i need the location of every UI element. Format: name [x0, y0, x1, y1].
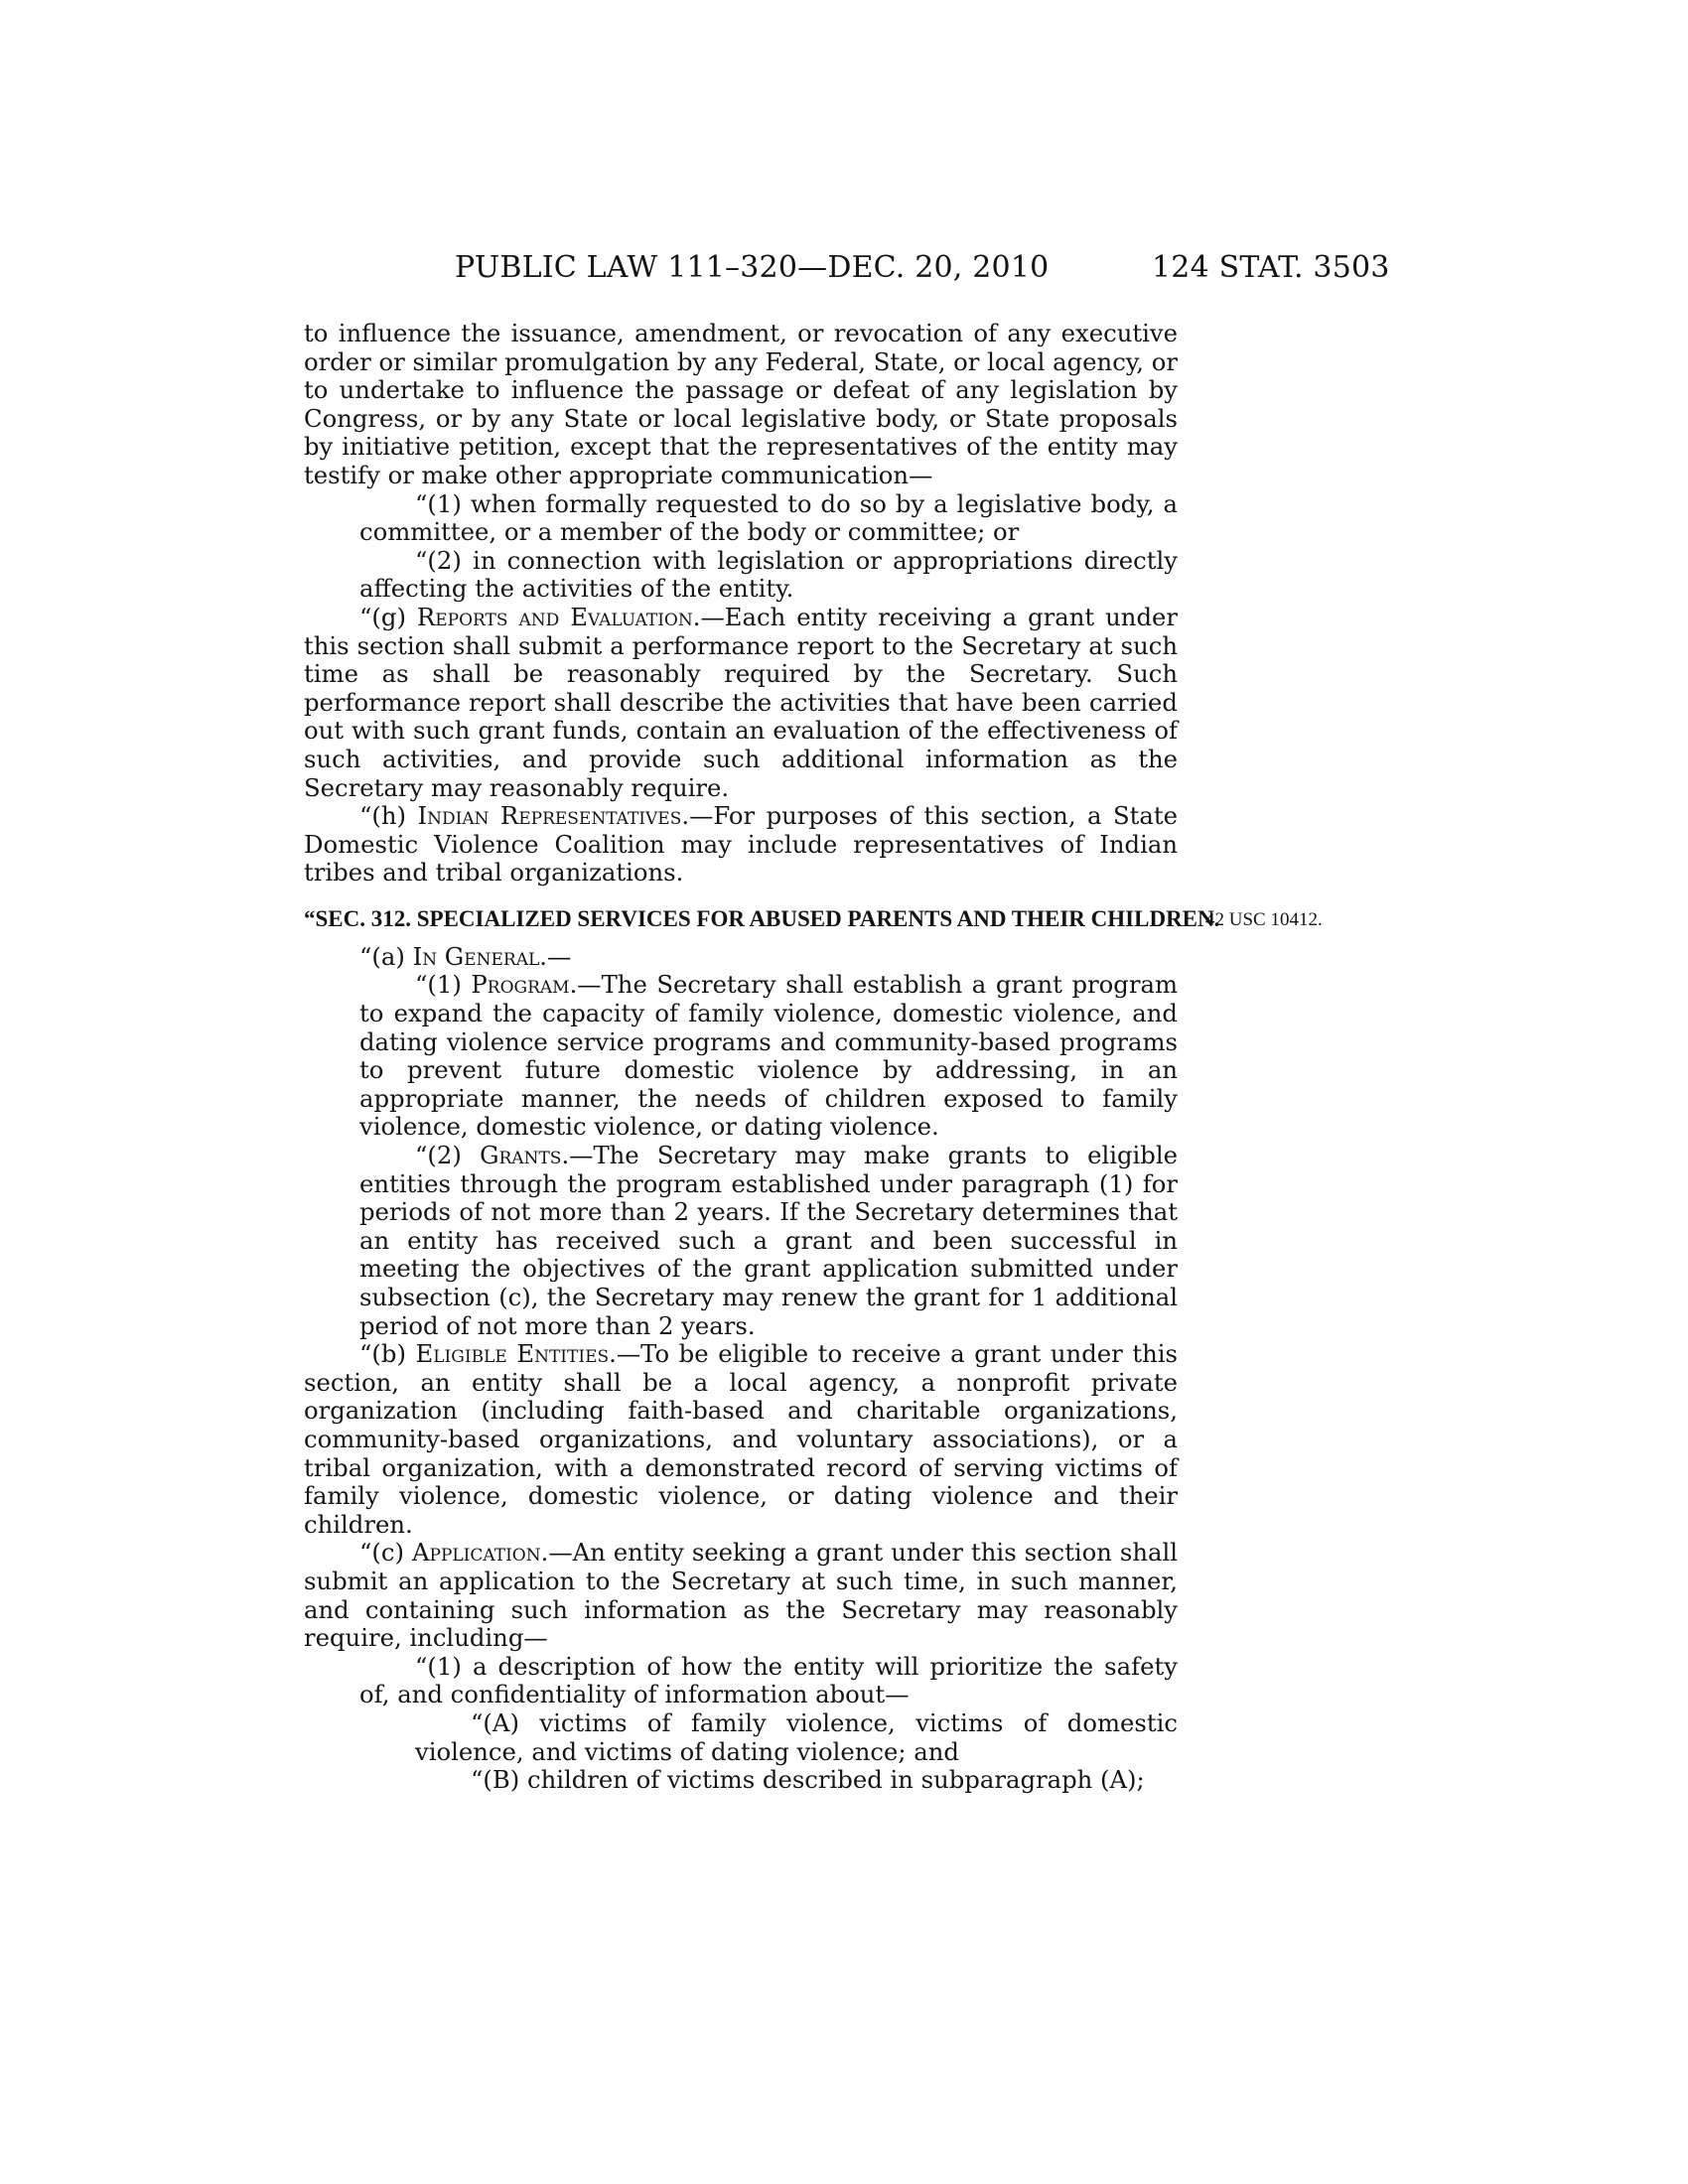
subsection-g-heading: Reports and Evaluation — [416, 602, 693, 631]
subsection-g-label: “(g) — [359, 602, 417, 631]
subsection-a-dash: .— — [539, 941, 572, 971]
section-heading: “SEC. 312. SPECIALIZED SERVICES FOR ABUSED PARENTS AND THEIR CHILDREN. — [304, 905, 1220, 931]
paragraph-c1: “(1) a description of how the entity will prioritize the safety of, and confidentiality of information about— — [359, 1651, 1178, 1709]
paragraph-a2-label: “(2) — [415, 1141, 481, 1170]
subsection-c-heading: Application — [411, 1538, 541, 1568]
subsection-b — [304, 1340, 1178, 1539]
subparagraph-cA: “(A) victims of family violence, victims of domestic violence, and victims of dating violence; and — [415, 1707, 1178, 1766]
subsection-h-text: .—For purposes of this section, a State Domestic Violence Coalition may include representatives of Indian tribes and tribal organizations. — [304, 801, 1178, 887]
paragraph-a2 — [359, 1142, 1178, 1340]
paragraph-a1-heading: Program — [471, 970, 570, 1000]
paragraph-a1-text: .—The Secretary shall establish a grant program to expand the capacity of family violence, domestic violence, and dating violence service programs and community-based programs to prevent future domestic violence by addressing, in an appropriate manner, the needs of children exposed to family violence, domestic violence, or dating violence. — [359, 970, 1178, 1142]
subsection-b-label: “(b) — [359, 1339, 416, 1369]
paragraph-intro: to influence the issuance, amendment, or revocation of any executive order or similar promulgation by any Federal, State, or local agency, or to undertake to influence the passage or defeat of any legislation by Congress, or by any State or local legislative body, or State proposals by initiative petition, except that the representatives of the entity may testify or make other appropriate communication— — [304, 319, 1178, 489]
subsection-c-label: “(c) — [359, 1538, 412, 1568]
paragraph-f1-text: “(1) when formally requested to do so by a legislative body, a committee, or a member of the body or committee; or — [359, 488, 1178, 547]
running-header — [0, 248, 1688, 288]
subsection-h — [304, 802, 1178, 887]
subsection-h-label: “(h) — [359, 801, 418, 831]
paragraph-a1-label: “(1) — [415, 970, 472, 1000]
paragraph-f1 — [359, 490, 1178, 547]
subsection-b-text: .—To be eligible to receive a grant under this section, an entity shall be a local agency, a nonprofit private organization (including faith-based and charitable organizations, community-based organizations, and voluntary associations), or a tribal organization, with a demonstrated record of serving victims of family violence, domestic violence, or dating violence and their children. — [304, 1339, 1178, 1539]
public-law-title: PUBLIC LAW 111–320—DEC. 20, 2010 — [455, 250, 1050, 285]
paragraph-a2-heading: Grants — [480, 1141, 562, 1170]
subsection-a-label: “(a) — [359, 941, 413, 971]
subparagraph-cB: “(B) children of victims described in subparagraph (A); — [471, 1765, 1145, 1795]
subsection-c-text: .—An entity seeking a grant under this section shall submit an application to the Secretary at such time, in such manner, and containing such information as the Secretary may reasonably require, including— — [304, 1538, 1178, 1653]
subsection-a-heading: In General — [412, 941, 540, 971]
subsection-c — [304, 1539, 1178, 1652]
subsection-g-text: .—Each entity receiving a grant under this section shall submit a performance report to the Secretary at such time as shall be reasonably required by the Secretary. Such performance report shall describe the activities that have been carried out with such grant funds, contain an evaluation of the effectiveness of such activities, and provide such additional information as the Secretary may reasonably require. — [304, 602, 1179, 802]
subsection-g — [304, 604, 1178, 802]
paragraph-a1 — [359, 971, 1178, 1142]
subsection-b-heading: Eligible Entities — [415, 1339, 610, 1369]
paragraph-f2-text: “(2) in connection with legislation or appropriations directly affecting the activities of the entity. — [359, 545, 1178, 604]
paragraph-a2-text: .—The Secretary may make grants to eligible entities through the program established under paragraph (1) for periods of not more than 2 years. If the Secretary determines that an entity has received such a grant and been successful in meeting the objectives of the grant application submitted under subsection (c), the Secretary may renew the grant for 1 additional period of not more than 2 years. — [359, 1141, 1179, 1340]
document-body — [304, 319, 1323, 1795]
section-312-heading-block — [304, 905, 1323, 933]
paragraph-f2 — [359, 547, 1178, 604]
subsection-h-heading: Indian Representatives — [417, 801, 682, 831]
subsection-a — [304, 943, 1178, 972]
usc-margin-note: 42 USC 10412. — [1205, 908, 1323, 930]
statute-page-reference: 124 STAT. 3503 — [1152, 250, 1390, 285]
